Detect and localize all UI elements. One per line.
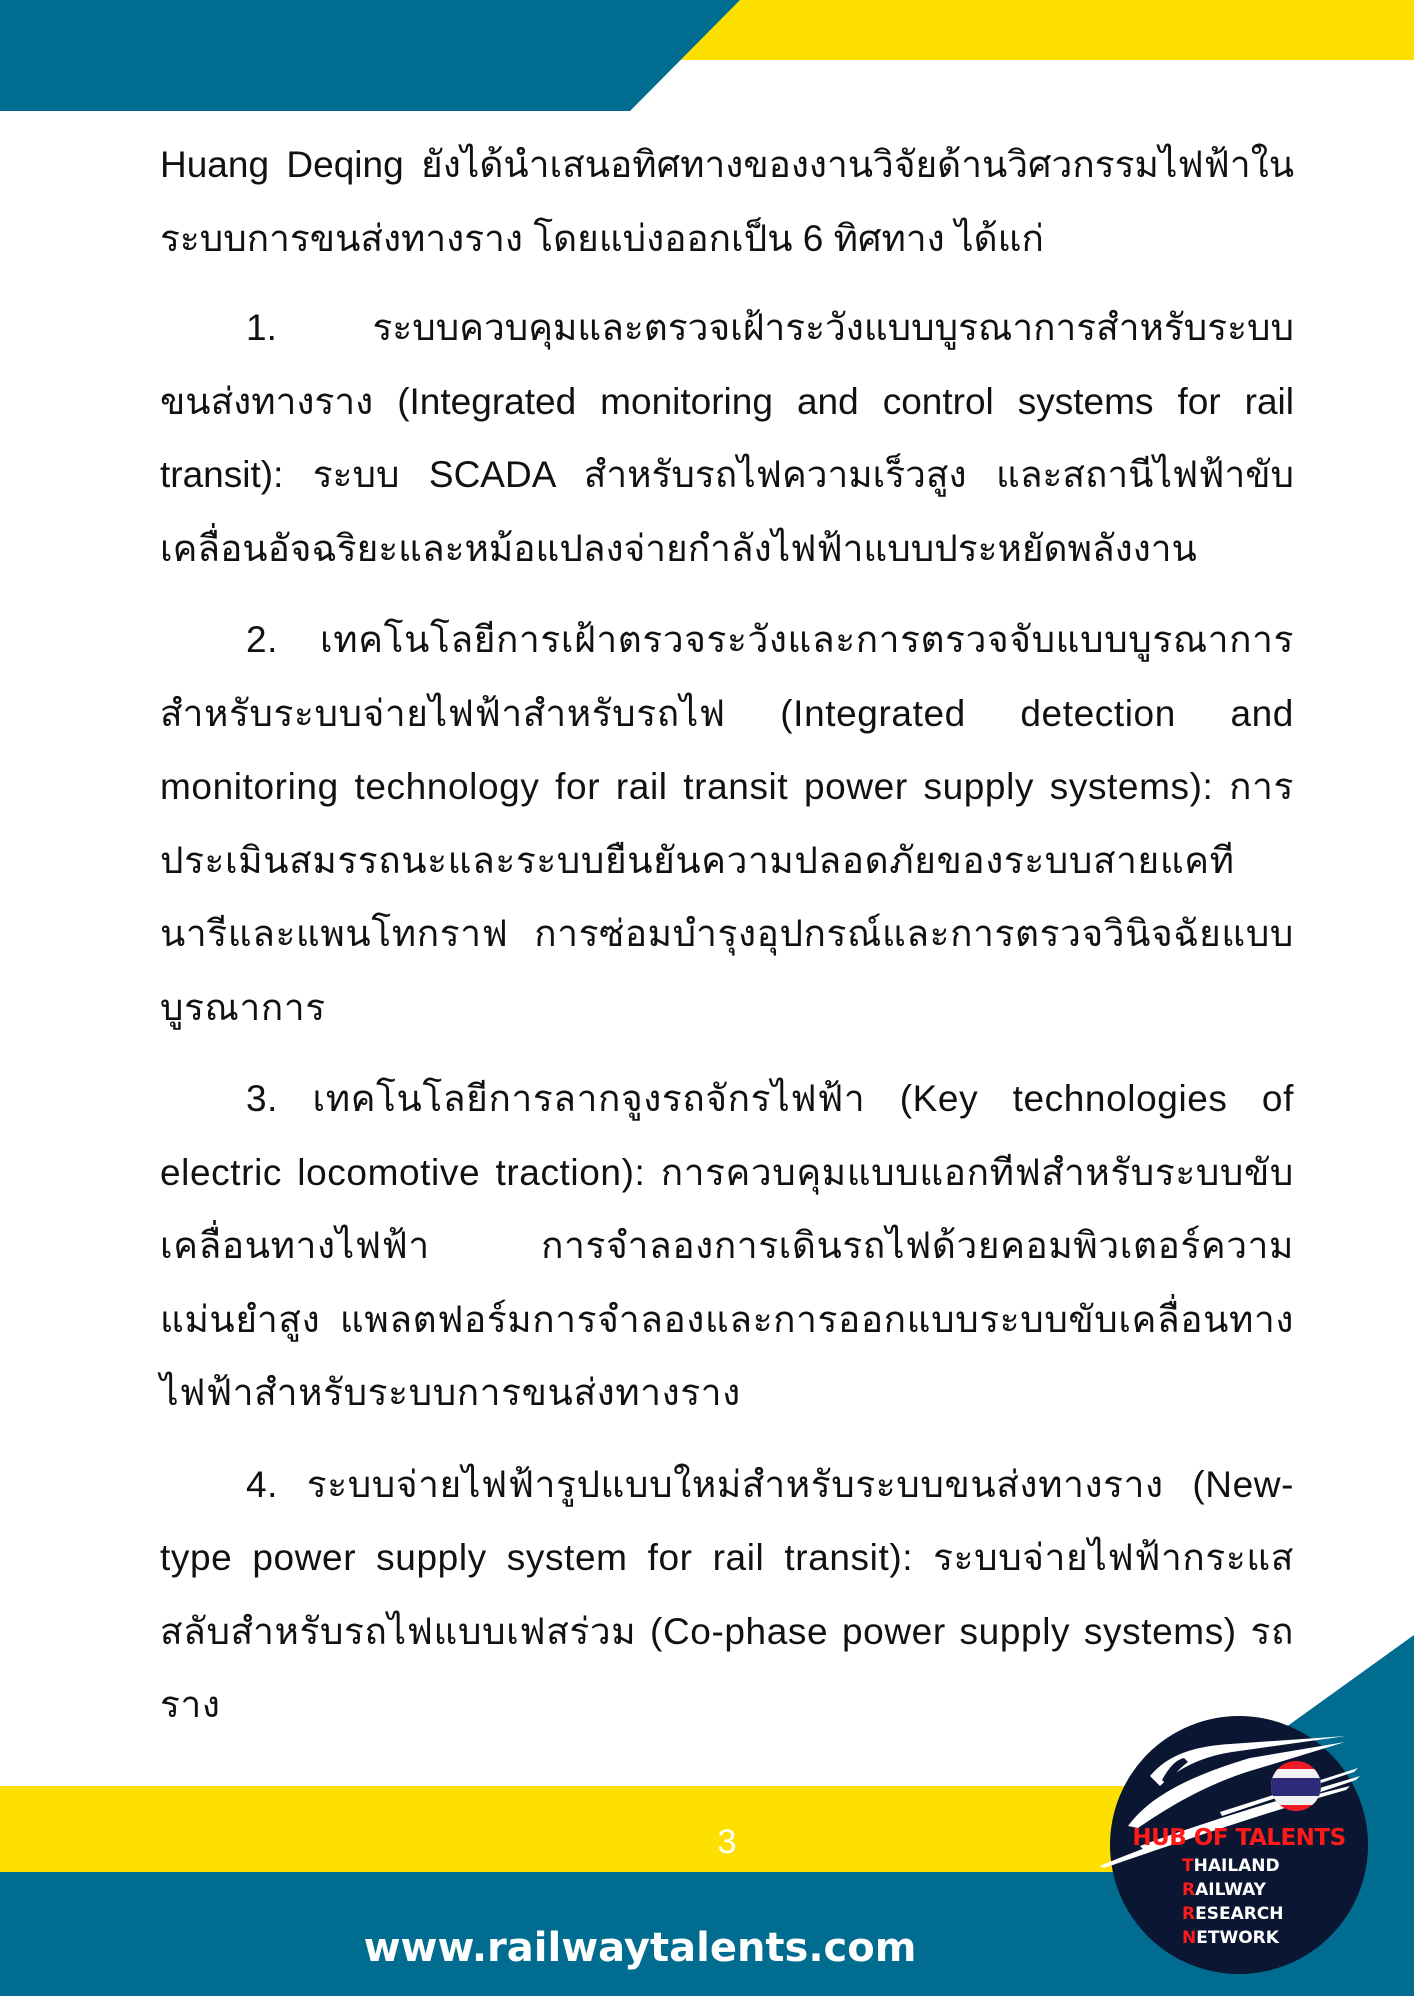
logo-line-network	[1182, 1926, 1342, 1950]
list-item-2	[160, 603, 1294, 1044]
website-link[interactable]: www.railwaytalents.com	[363, 1925, 917, 1971]
logo-word: HAILAND	[1193, 1856, 1280, 1876]
logo-initial: T	[1182, 1856, 1194, 1876]
logo-initial: R	[1182, 1880, 1196, 1900]
logo-word: ETWORK	[1196, 1928, 1279, 1948]
page-number: 3	[717, 1823, 737, 1861]
logo-line-railway	[1182, 1878, 1342, 1902]
list-text: ระบบจ่ายไฟฟ้ารูปแบบใหม่สำหรับระบบขนส่งทางราง (New-type power supply system for rail transit): ระบบจ่ายไฟฟ้ากระแสสลับสำหรับรถไฟแบบเฟสร่วม (Co-phase power supply systems) รถราง	[160, 1463, 1294, 1725]
logo-line-research	[1182, 1902, 1342, 1926]
logo-initial: R	[1182, 1904, 1196, 1924]
hub-of-talents-logo	[1110, 1716, 1368, 1974]
list-text: ระบบควบคุมและตรวจเฝ้าระวังแบบบูรณาการสำหรับระบบขนส่งทางราง (Integrated monitoring and control systems for rail transit): ระบบ SCADA สำหรับรถไฟความเร็วสูง และสถานีไฟฟ้าขับเคลื่อนอัจฉริยะและหม้อแปลงจ่ายกำลังไฟฟ้าแบบประหยัดพลังงาน	[160, 307, 1294, 569]
list-item-3	[160, 1062, 1294, 1430]
header-blue-shape	[0, 0, 740, 111]
list-text: เทคโนโลยีการเฝ้าตรวจระวังและการตรวจจับแบบบูรณาการสำหรับระบบจ่ายไฟฟ้าสำหรับรถไฟ (Integrated detection and monitoring technology for rail transit power supply systems): การประเมินสมรรถนะและระบบยืนยันความปลอดภัยของระบบสายแคทีนารีและแพนโทกราฟ การซ่อมบำรุงอุปกรณ์และการตรวจวินิจฉัยแบบบูรณาการ	[160, 619, 1294, 1028]
logo-word: ESEARCH	[1195, 1904, 1284, 1924]
intro-paragraph: Huang Deqing ยังได้นำเสนอทิศทางของงานวิจัยด้านวิศวกรรมไฟฟ้าในระบบการขนส่งทางราง โดยแบ่งออกเป็น 6 ทิศทาง ได้แก่	[160, 144, 1294, 259]
list-text: เทคโนโลยีการลากจูงรถจักรไฟฟ้า (Key technologies of electric locomotive traction): การควบคุมแบบแอกทีฟสำหรับระบบขับเคลื่อนทางไฟฟ้า การจำลองการเดินรถไฟด้วยคอมพิวเตอร์ความแม่นยำสูง แพลตฟอร์มการจำลองและการออกแบบระบบขับเคลื่อนทางไฟฟ้าสำหรับระบบการขนส่งทางราง	[160, 1078, 1294, 1413]
logo-word: AILWAY	[1195, 1880, 1266, 1900]
list-item-4	[160, 1448, 1294, 1742]
list-number: 4.	[246, 1463, 279, 1505]
footer-yellow-band	[0, 1786, 1200, 1874]
list-item-1	[160, 291, 1294, 585]
list-number: 2.	[246, 619, 279, 660]
logo-line-thailand	[1182, 1854, 1342, 1878]
document-body	[160, 128, 1294, 1760]
footer-bottom-edge	[0, 1996, 1414, 2000]
logo-initial: N	[1182, 1928, 1197, 1948]
logo-acronym	[1182, 1854, 1342, 1950]
logo-title: HUB OF TALENTS	[1132, 1825, 1346, 1851]
list-number: 1.	[246, 307, 277, 348]
list-number: 3.	[246, 1078, 279, 1119]
